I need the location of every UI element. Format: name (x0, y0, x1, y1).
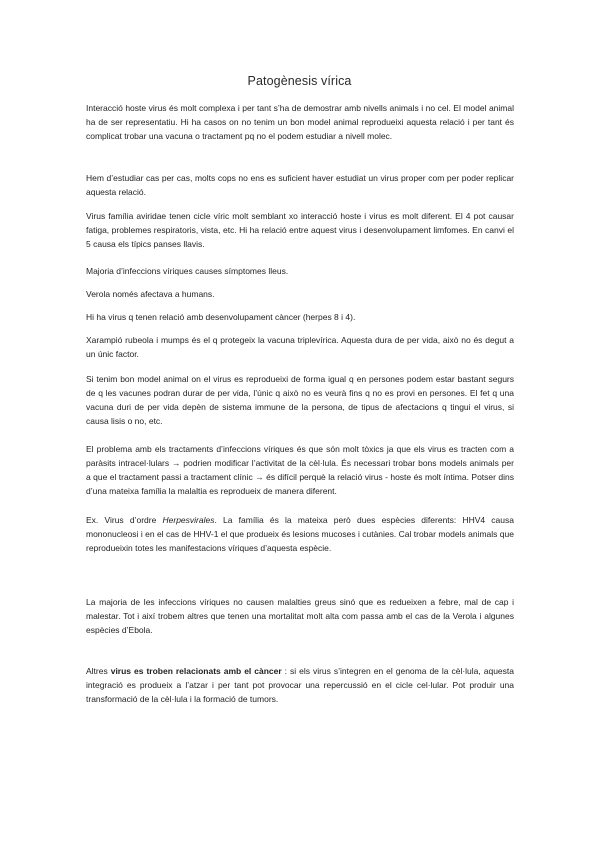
paragraph-treatments (86, 442, 514, 498)
paragraph-text: Si tenim bon model animal on el virus es reprodueixi de forma igual q en persones podem estar bastant segurs de q les vacunes podran durar de per vida, l’únic q això no es veurà fins q no es provi en persones. El fet q una vacuna duri de per vida depèn de sistema immune de la persona, de tipus de afectacions q tingui el virus, si causa lisis o no, etc. (86, 374, 514, 426)
cancer-rest: : si els virus s’integren en el genoma de la cèl·lula, aquesta integració es produeix a l’atzar i per tant pot provocar una repercussió en el cicle cel·lular. Pot produir una transformació de la cèl·lula i la formació de tumors. (86, 666, 514, 704)
example-text (86, 513, 514, 555)
paragraph-mild-symptoms (86, 264, 514, 278)
example-prefix: Ex. Virus d’ordre (86, 515, 163, 525)
paragraph-cancer-viruses (86, 310, 514, 324)
paragraph-animal-model (86, 372, 514, 428)
paragraph-text: Hem d’estudiar cas per cas, molts cops no ens es suficient haver estudiat un virus proper com per poder replicar aquesta relació. (86, 173, 514, 197)
example-suffix: . La família és la mateixa però dues espècies diferents: HHV4 causa mononucleosi i en el cas de HHV-1 el que produeix és lesions mucoses i cutànies. Cal trobar models animals que reprodueixin totes les manifestacions víriques d’aquesta espècie. (86, 515, 514, 553)
paragraph-text: Verola només afectava a humans. (86, 289, 215, 299)
cancer-lead: Altres (86, 666, 111, 676)
paragraph-text: Majoria d’infeccions víriques causes símptomes lleus. (86, 266, 289, 276)
paragraph-example (86, 513, 514, 555)
paragraph-vaccine (86, 333, 514, 361)
paragraph-case-by-case (86, 171, 514, 199)
paragraph-text: Virus família aviridae tenen cicle víric molt semblant xo interacció hoste i virus es molt diferent. El 4 pot causar fatiga, problemes respiratoris, vista, etc. Hi ha relació entre aquest virus i desenvolupament limfomes. En canvi el 5 causa els típics panses llavis. (86, 211, 514, 249)
paragraph-cancer (86, 664, 514, 706)
cancer-lead-bold: virus es troben relacionats amb el càncer (110, 666, 282, 676)
paragraph-text: La majoria de les infeccions víriques no causen malalties greus sinó que es redueixen a febre, mal de cap i malestar. Tot i així trobem altres que tenen una mortalitat molt alta com passa amb el cas de la Verola i algunes espècies d’Ebola. (86, 597, 514, 635)
cancer-text (86, 664, 514, 706)
paragraph-text: Hi ha virus q tenen relació amb desenvolupament càncer (herpes 8 i 4). (86, 312, 356, 322)
paragraph-virus-family (86, 209, 514, 251)
paragraph-text: El problema amb els tractaments d’infeccions víriques és que són molt tòxics ja que els virus es tracten com a paràsits intracel·lulars → podrien modificar l’activitat de la cèl·lula. És necessari trobar bons models animals per a que el tractament passi a tractament clínic → és difícil perquè la relació virus - hoste és molt íntima. Potser dins d’una mateixa família la malaltia es reprodueix de manera diferent. (86, 444, 514, 496)
paragraph-host-interaction (86, 101, 514, 143)
paragraph-smallpox (86, 287, 514, 301)
paragraph-text: Interacció hoste virus és molt complexa i per tant s’ha de demostrar amb nivells animals i no cel. El model animal ha de ser representatiu. Hi ha casos on no tenim un bon model animal reprodueixi aquesta relació i per tant és complicat trobar una vacuna o tractament pq no el podem estudiar a nivell molec. (86, 103, 514, 141)
page-title: Patogènesis vírica (247, 74, 352, 88)
paragraph-text: Xarampió rubeola i mumps és el q protegeix la vacuna triplevírica. Aquesta dura de per vida, això no és degut a un únic factor. (86, 335, 514, 359)
paragraph-severity (86, 595, 514, 637)
example-order-name: Herpesvirales (162, 515, 215, 525)
